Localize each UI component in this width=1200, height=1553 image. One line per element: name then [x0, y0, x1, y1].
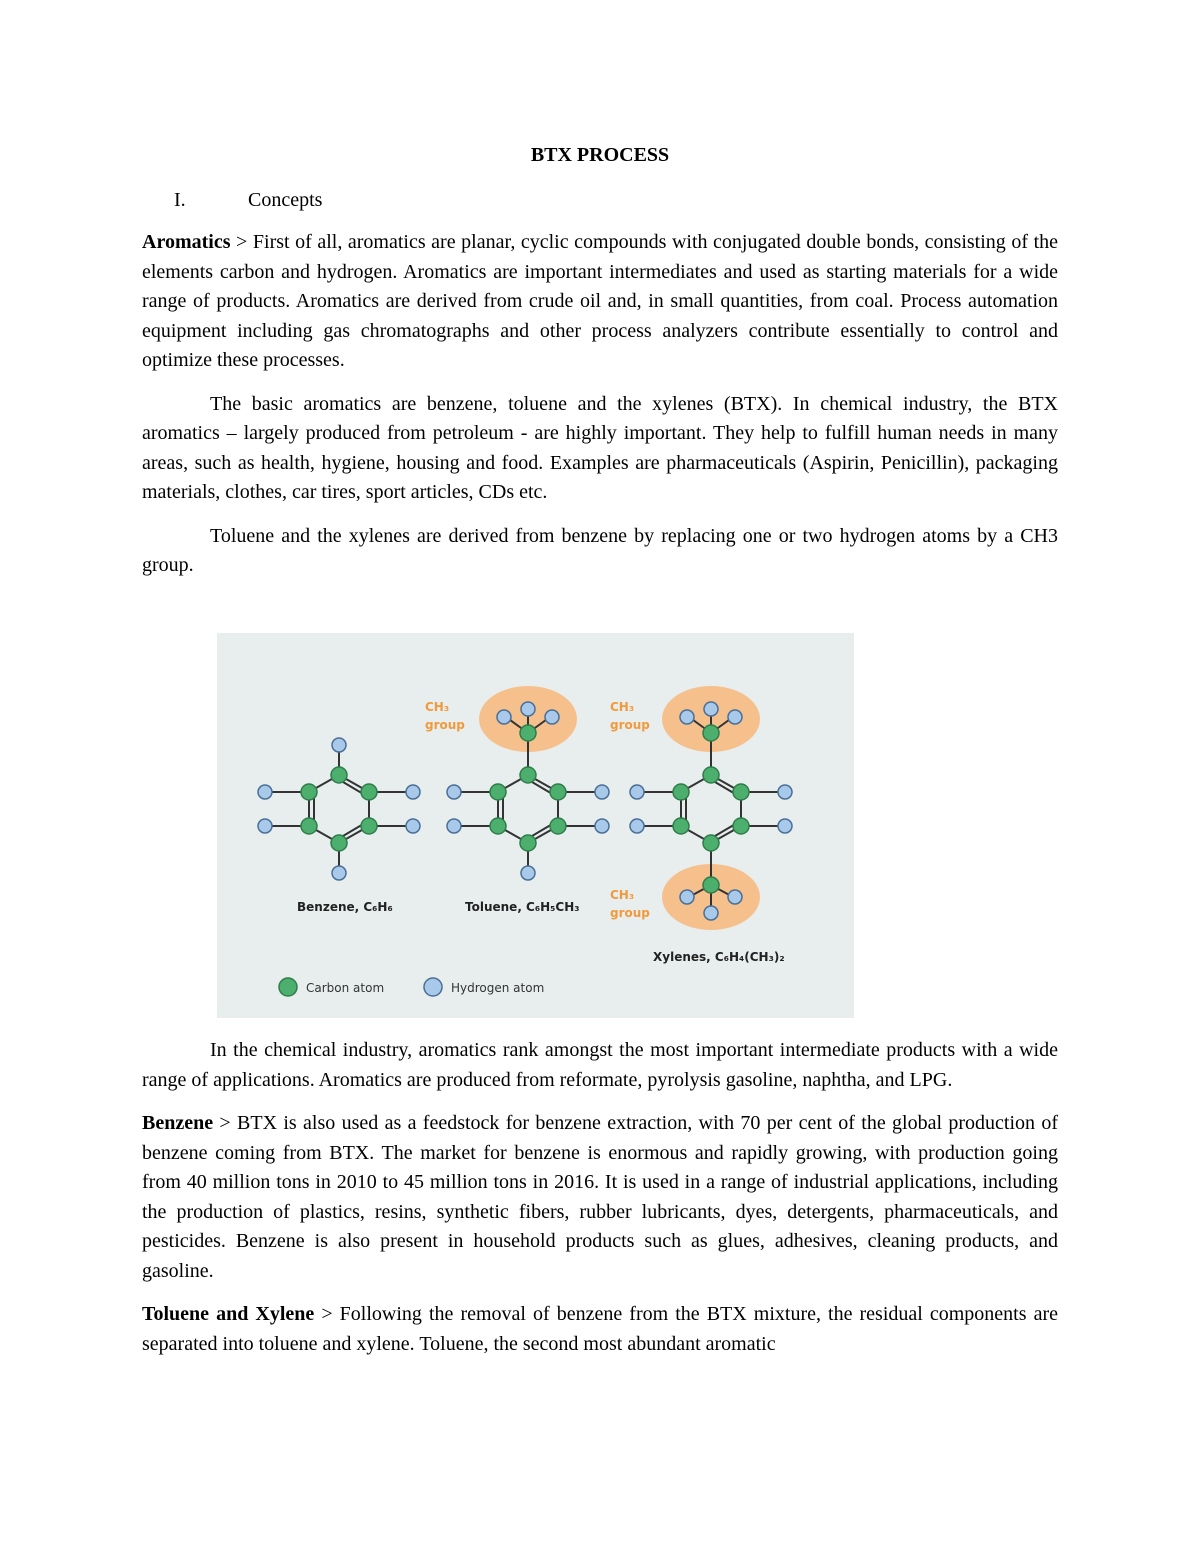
paragraph-benzene-text: > BTX is also used as a feedstock for benzene extraction, with 70 per cent of the global production of benzene coming from BTX. The market for benzene is enormous and rapidly growing, with production going from 40 million tons in 2010 to 45 million tons in 2016. It is used in a range of industrial applications, including the production of plastics, resins, synthetic fibers, rubber lubricants, dyes, detergents, pharmaceuticals, and pesticides. Benzene is also present in household products such as glues, adhesives, cleaning products, and gasoline. — [142, 1112, 1058, 1282]
caption-xylenes: Xylenes, C₆H₄(CH₃)₂ — [653, 950, 785, 964]
paragraph-toluene-xylenes: Toluene and the xylenes are derived from benzene by replacing one or two hydrogen atoms by a CH3 group. — [142, 524, 1058, 576]
legend-hydrogen-label: Hydrogen atom — [451, 981, 545, 995]
section-heading — [142, 186, 1058, 214]
paragraph-toluene-xylene — [142, 1300, 1058, 1359]
paragraph-aromatics-text: > First of all, aromatics are planar, cyclic compounds with conjugated double bonds, consisting of the elements carbon and hydrogen. Aromatics are important intermediates and used as starting materials for a wide range of products. Aromatics are derived from crude oil and, in small quantities, from coal. Process automation equipment including gas chromatographs and other process analyzers contribute essentially to control and optimize these processes. — [142, 231, 1058, 371]
paragraph-benzene — [142, 1109, 1058, 1286]
document-title: BTX PROCESS — [530, 144, 670, 166]
term-benzene: Benzene — [142, 1112, 214, 1134]
paragraph-aromatics — [142, 228, 1058, 376]
ch3-label-toluene-line1: CH₃ — [425, 700, 450, 714]
section-number: I. — [174, 189, 186, 211]
term-toluene-xylene: Toluene and Xylene — [142, 1303, 315, 1325]
legend-carbon-label: Carbon atom — [306, 981, 385, 995]
ch3-label-xylene-top-line1: CH₃ — [610, 700, 635, 714]
ch3-label-toluene-line2: group — [425, 718, 465, 732]
paragraph-toluene-xylene-text: > Following the removal of benzene from the BTX mixture, the residual components are separated into toluene and xylene. Toluene, the second most abundant aromatic — [142, 1303, 1058, 1355]
section-label: Concepts — [248, 189, 323, 211]
paragraph-basic-aromatics: The basic aromatics are benzene, toluene and the xylenes (BTX). In chemical industry, the BTX aromatics – largely produced from petroleum - are highly important. They help to fulfill human needs in many areas, such as health, hygiene, housing and food. Examples are pharmaceuticals (Aspirin, Penicillin), packaging materials, clothes, car tires, sport articles, CDs etc. — [142, 392, 1058, 503]
caption-benzene: Benzene, C₆H₆ — [297, 900, 393, 914]
document-page-top — [142, 140, 1058, 595]
btx-structure-figure — [217, 633, 854, 1018]
ch3-label-xylene-bottom-line1: CH₃ — [610, 888, 635, 902]
document-page-bottom — [142, 1036, 1058, 1373]
ch3-label-xylene-bottom-line2: group — [610, 906, 650, 920]
ch3-label-xylene-top-line2: group — [610, 718, 650, 732]
legend-hydrogen-swatch — [424, 978, 442, 996]
term-aromatics: Aromatics — [142, 231, 231, 253]
legend-carbon-swatch — [279, 978, 297, 996]
caption-toluene: Toluene, C₆H₅CH₃ — [465, 900, 580, 914]
paragraph-chemical-industry: In the chemical industry, aromatics rank amongst the most important intermediate products with a wide range of applications. Aromatics are produced from reformate, pyrolysis gasoline, naphtha, and LPG. — [142, 1039, 1058, 1091]
